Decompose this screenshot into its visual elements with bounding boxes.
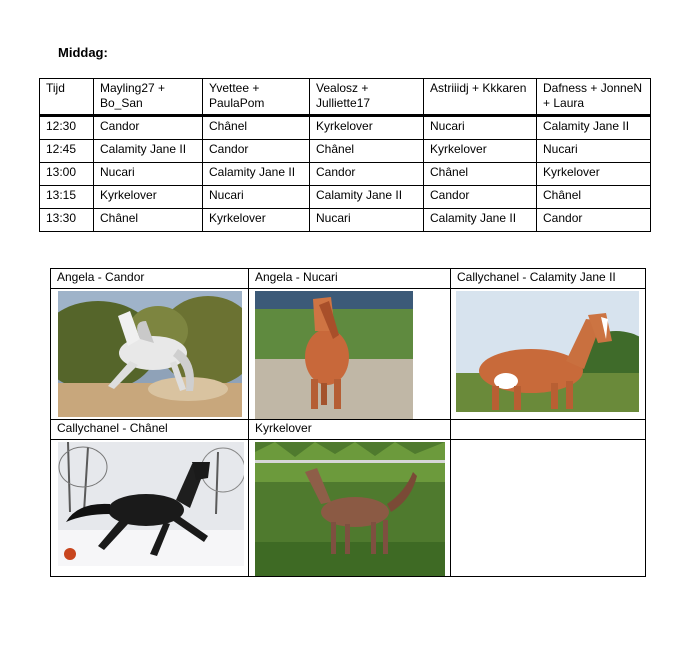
horse-cell: Candor (203, 140, 310, 163)
horse-cell: Candor (94, 116, 203, 140)
horse-cell: Candor (310, 163, 424, 186)
horse-cell: Chânel (310, 140, 424, 163)
photo-caption: Angela - Nucari (249, 269, 451, 289)
time-cell: 12:30 (40, 116, 94, 140)
photo-caption: Kyrkelover (249, 420, 451, 440)
header-group-3: Vealosz + Julliette17 (310, 79, 424, 116)
header-time: Tijd (40, 79, 94, 116)
horse-cell: Kyrkelover (310, 116, 424, 140)
time-cell: 13:15 (40, 186, 94, 209)
horse-cell: Calamity Jane II (94, 140, 203, 163)
horse-cell: Candor (537, 209, 651, 232)
table-row (40, 140, 651, 163)
horse-photo-candor (58, 291, 242, 417)
table-row (40, 163, 651, 186)
photo-cell (51, 289, 249, 420)
photo-caption: Angela - Candor (51, 269, 249, 289)
horse-cell: Chânel (537, 186, 651, 209)
photo-cell (249, 440, 451, 577)
horse-photo-table (50, 268, 646, 577)
table-row (40, 209, 651, 232)
horse-photo-nucari (255, 291, 413, 419)
table-row (40, 116, 651, 140)
horse-cell: Kyrkelover (94, 186, 203, 209)
section-title: Middag: (58, 45, 108, 60)
photo-caption: Callychanel - Calamity Jane II (451, 269, 646, 289)
horse-cell: Nucari (310, 209, 424, 232)
horse-cell: Nucari (537, 140, 651, 163)
horse-cell: Kyrkelover (537, 163, 651, 186)
horse-cell: Chânel (94, 209, 203, 232)
time-cell: 13:00 (40, 163, 94, 186)
horse-cell: Nucari (424, 116, 537, 140)
header-group-1: Mayling27 + Bo_San (94, 79, 203, 116)
table-row (40, 186, 651, 209)
horse-photo-kyrkelover (255, 442, 445, 576)
photo-cell (51, 440, 249, 577)
caption-row (51, 269, 646, 289)
empty-photo-cell (451, 440, 646, 577)
photo-cell (249, 289, 451, 420)
time-cell: 13:30 (40, 209, 94, 232)
schedule-header-row (40, 79, 651, 116)
photo-row (51, 440, 646, 577)
horse-cell: Calamity Jane II (537, 116, 651, 140)
schedule-table (39, 78, 651, 232)
horse-cell: Kyrkelover (203, 209, 310, 232)
horse-cell: Chânel (424, 163, 537, 186)
horse-photo-calamity-jane (456, 291, 639, 412)
header-group-5: Dafness + JonneN + Laura (537, 79, 651, 116)
horse-photo-chanel (58, 442, 244, 566)
horse-cell: Calamity Jane II (310, 186, 424, 209)
horse-cell: Calamity Jane II (203, 163, 310, 186)
photo-caption (451, 420, 646, 440)
horse-cell: Candor (424, 186, 537, 209)
horse-cell: Nucari (94, 163, 203, 186)
horse-cell: Calamity Jane II (424, 209, 537, 232)
photo-row (51, 289, 646, 420)
horse-cell: Chânel (203, 116, 310, 140)
header-group-4: Astriiidj + Kkkaren (424, 79, 537, 116)
horse-cell: Nucari (203, 186, 310, 209)
header-group-2: Yvettee + PaulaPom (203, 79, 310, 116)
horse-cell: Kyrkelover (424, 140, 537, 163)
time-cell: 12:45 (40, 140, 94, 163)
photo-cell (451, 289, 646, 420)
photo-caption: Callychanel - Chânel (51, 420, 249, 440)
caption-row (51, 420, 646, 440)
